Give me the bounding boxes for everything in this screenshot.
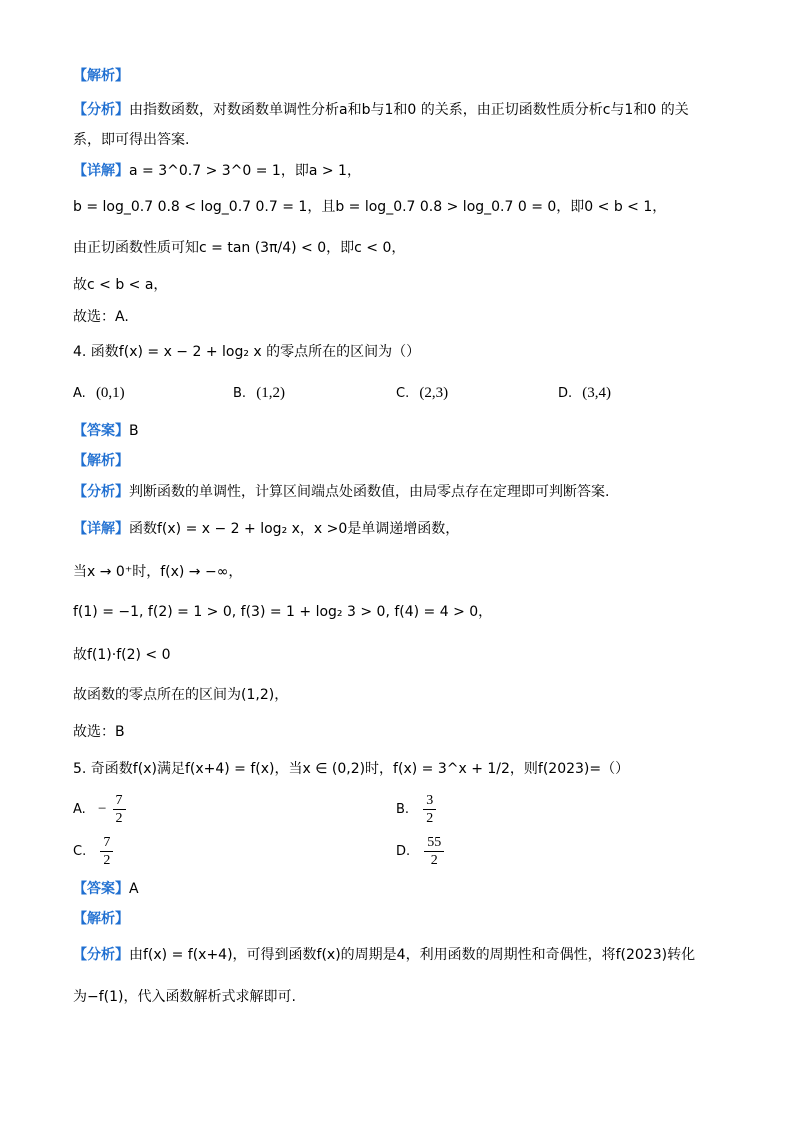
analysis-content: 判断函数的单调性，计算区间端点处函数值，由局零点存在定理即可判断答案. <box>129 484 610 500</box>
tag-label: 【答案】 <box>73 423 129 439</box>
fraction-numerator: 7 <box>113 792 126 810</box>
tag-label: 【解析】 <box>73 453 129 469</box>
q5-option-b <box>396 792 438 827</box>
option-fraction <box>424 834 444 869</box>
answer-value: B <box>129 423 139 439</box>
detail-line-b <box>73 198 666 216</box>
option-value: (0,1) <box>95 385 125 401</box>
tag-label: 【分析】 <box>73 484 129 500</box>
option-value: (2,3) <box>419 385 449 401</box>
answer-value: A <box>129 881 139 897</box>
choice-content: 故选：A. <box>73 309 129 325</box>
q4-option-a <box>73 385 125 402</box>
option-label: D. <box>558 386 573 401</box>
q5-option-c <box>73 834 115 869</box>
q4-option-d <box>558 385 611 402</box>
tag-label: 【解析】 <box>73 911 129 927</box>
tag-label: 【分析】 <box>73 102 129 118</box>
fraction-denominator: 2 <box>430 853 438 868</box>
detail-line-b <box>73 563 242 581</box>
detail-content: 故f(1)·f(2) < 0 <box>73 647 171 663</box>
option-label: C. <box>73 844 87 859</box>
detail-content: 故c < b < a， <box>73 277 168 293</box>
q5-option-d <box>396 834 446 869</box>
detail-line-c <box>73 603 492 621</box>
option-label: A. <box>73 802 86 817</box>
tag-label: 【解析】 <box>73 68 129 84</box>
detail-line-a <box>73 162 361 180</box>
detail-line-d <box>73 646 171 664</box>
question-5 <box>73 760 629 778</box>
section-analysis-heading <box>73 910 129 928</box>
analysis-content: 系，即可得出答案. <box>73 132 190 148</box>
option-sign: − <box>97 801 107 817</box>
answer-line <box>73 422 139 440</box>
fraction-numerator: 55 <box>424 834 444 852</box>
choice-line <box>73 723 125 741</box>
detail-line-a <box>73 520 459 538</box>
answer-line <box>73 880 139 898</box>
option-value: (1,2) <box>256 385 285 401</box>
fraction-numerator: 7 <box>100 834 113 852</box>
analysis-text <box>73 101 689 119</box>
section-analysis-heading <box>73 67 129 85</box>
detail-content: 当x → 0⁺时，f(x) → −∞， <box>73 564 243 580</box>
option-label: B. <box>233 386 247 401</box>
question-5-stem: 5. 奇函数f(x)满足f(x+4) = f(x)，当x ∈ (0,2)时，f(x) = 3^x + 1/2，则f(2023)=（） <box>73 761 630 777</box>
question-4 <box>73 343 420 361</box>
analysis-text <box>73 946 695 964</box>
analysis-text-continued <box>73 988 296 1006</box>
tag-label: 【详解】 <box>73 521 129 537</box>
analysis-content: 为−f(1)，代入函数解析式求解即可. <box>73 989 296 1005</box>
tag-label: 【分析】 <box>73 947 129 963</box>
detail-content: b = log_0.7 0.8 < log_0.7 0.7 = 1，且b = log_0.7 0.8 > log_0.7 0 = 0，即0 < b < 1， <box>73 199 667 215</box>
analysis-content: 由指数函数，对数函数单调性分析a和b与1和0 的关系，由正切函数性质分析c与1和0 的关 <box>129 102 689 118</box>
detail-line-c <box>73 239 405 257</box>
option-label: C. <box>396 386 410 401</box>
option-label: B. <box>396 802 410 817</box>
section-analysis-heading <box>73 452 129 470</box>
detail-content: 故函数的零点所在的区间为(1,2)， <box>73 687 289 703</box>
fraction-numerator: 3 <box>423 792 436 810</box>
detail-content: 函数f(x) = x − 2 + log₂ x，x >0是单调递增函数， <box>129 521 460 537</box>
choice-line <box>73 308 129 326</box>
tag-label: 【详解】 <box>73 163 129 179</box>
analysis-content: 由f(x) = f(x+4)，可得到函数f(x)的周期是4，利用函数的周期性和奇偶性，将f(2023)转化 <box>129 947 696 963</box>
fraction-denominator: 2 <box>103 853 111 868</box>
q4-option-c <box>396 385 448 402</box>
detail-line-e <box>73 686 288 704</box>
option-label: D. <box>396 844 411 859</box>
detail-content: f(1) = −1, f(2) = 1 > 0, f(3) = 1 + log₂ 3 > 0, f(4) = 4 > 0， <box>73 604 493 620</box>
option-value: (3,4) <box>582 385 612 401</box>
fraction-denominator: 2 <box>115 811 123 826</box>
q4-option-b <box>233 385 285 402</box>
analysis-text <box>73 483 609 501</box>
option-fraction <box>100 834 113 869</box>
option-label: A. <box>73 386 86 401</box>
analysis-text-continued <box>73 131 189 149</box>
detail-content: 由正切函数性质可知c = tan (3π/4) < 0，即c < 0， <box>73 240 406 256</box>
fraction-denominator: 2 <box>426 811 434 826</box>
choice-content: 故选：B <box>73 724 125 740</box>
q5-option-a <box>73 792 128 827</box>
question-4-stem: 4. 函数f(x) = x − 2 + log₂ x 的零点所在的区间为（） <box>73 344 421 360</box>
option-fraction <box>423 792 436 827</box>
detail-content: a = 3^0.7 > 3^0 = 1，即a > 1， <box>129 163 361 179</box>
tag-label: 【答案】 <box>73 881 129 897</box>
detail-line-order <box>73 276 167 294</box>
option-fraction <box>113 792 126 827</box>
